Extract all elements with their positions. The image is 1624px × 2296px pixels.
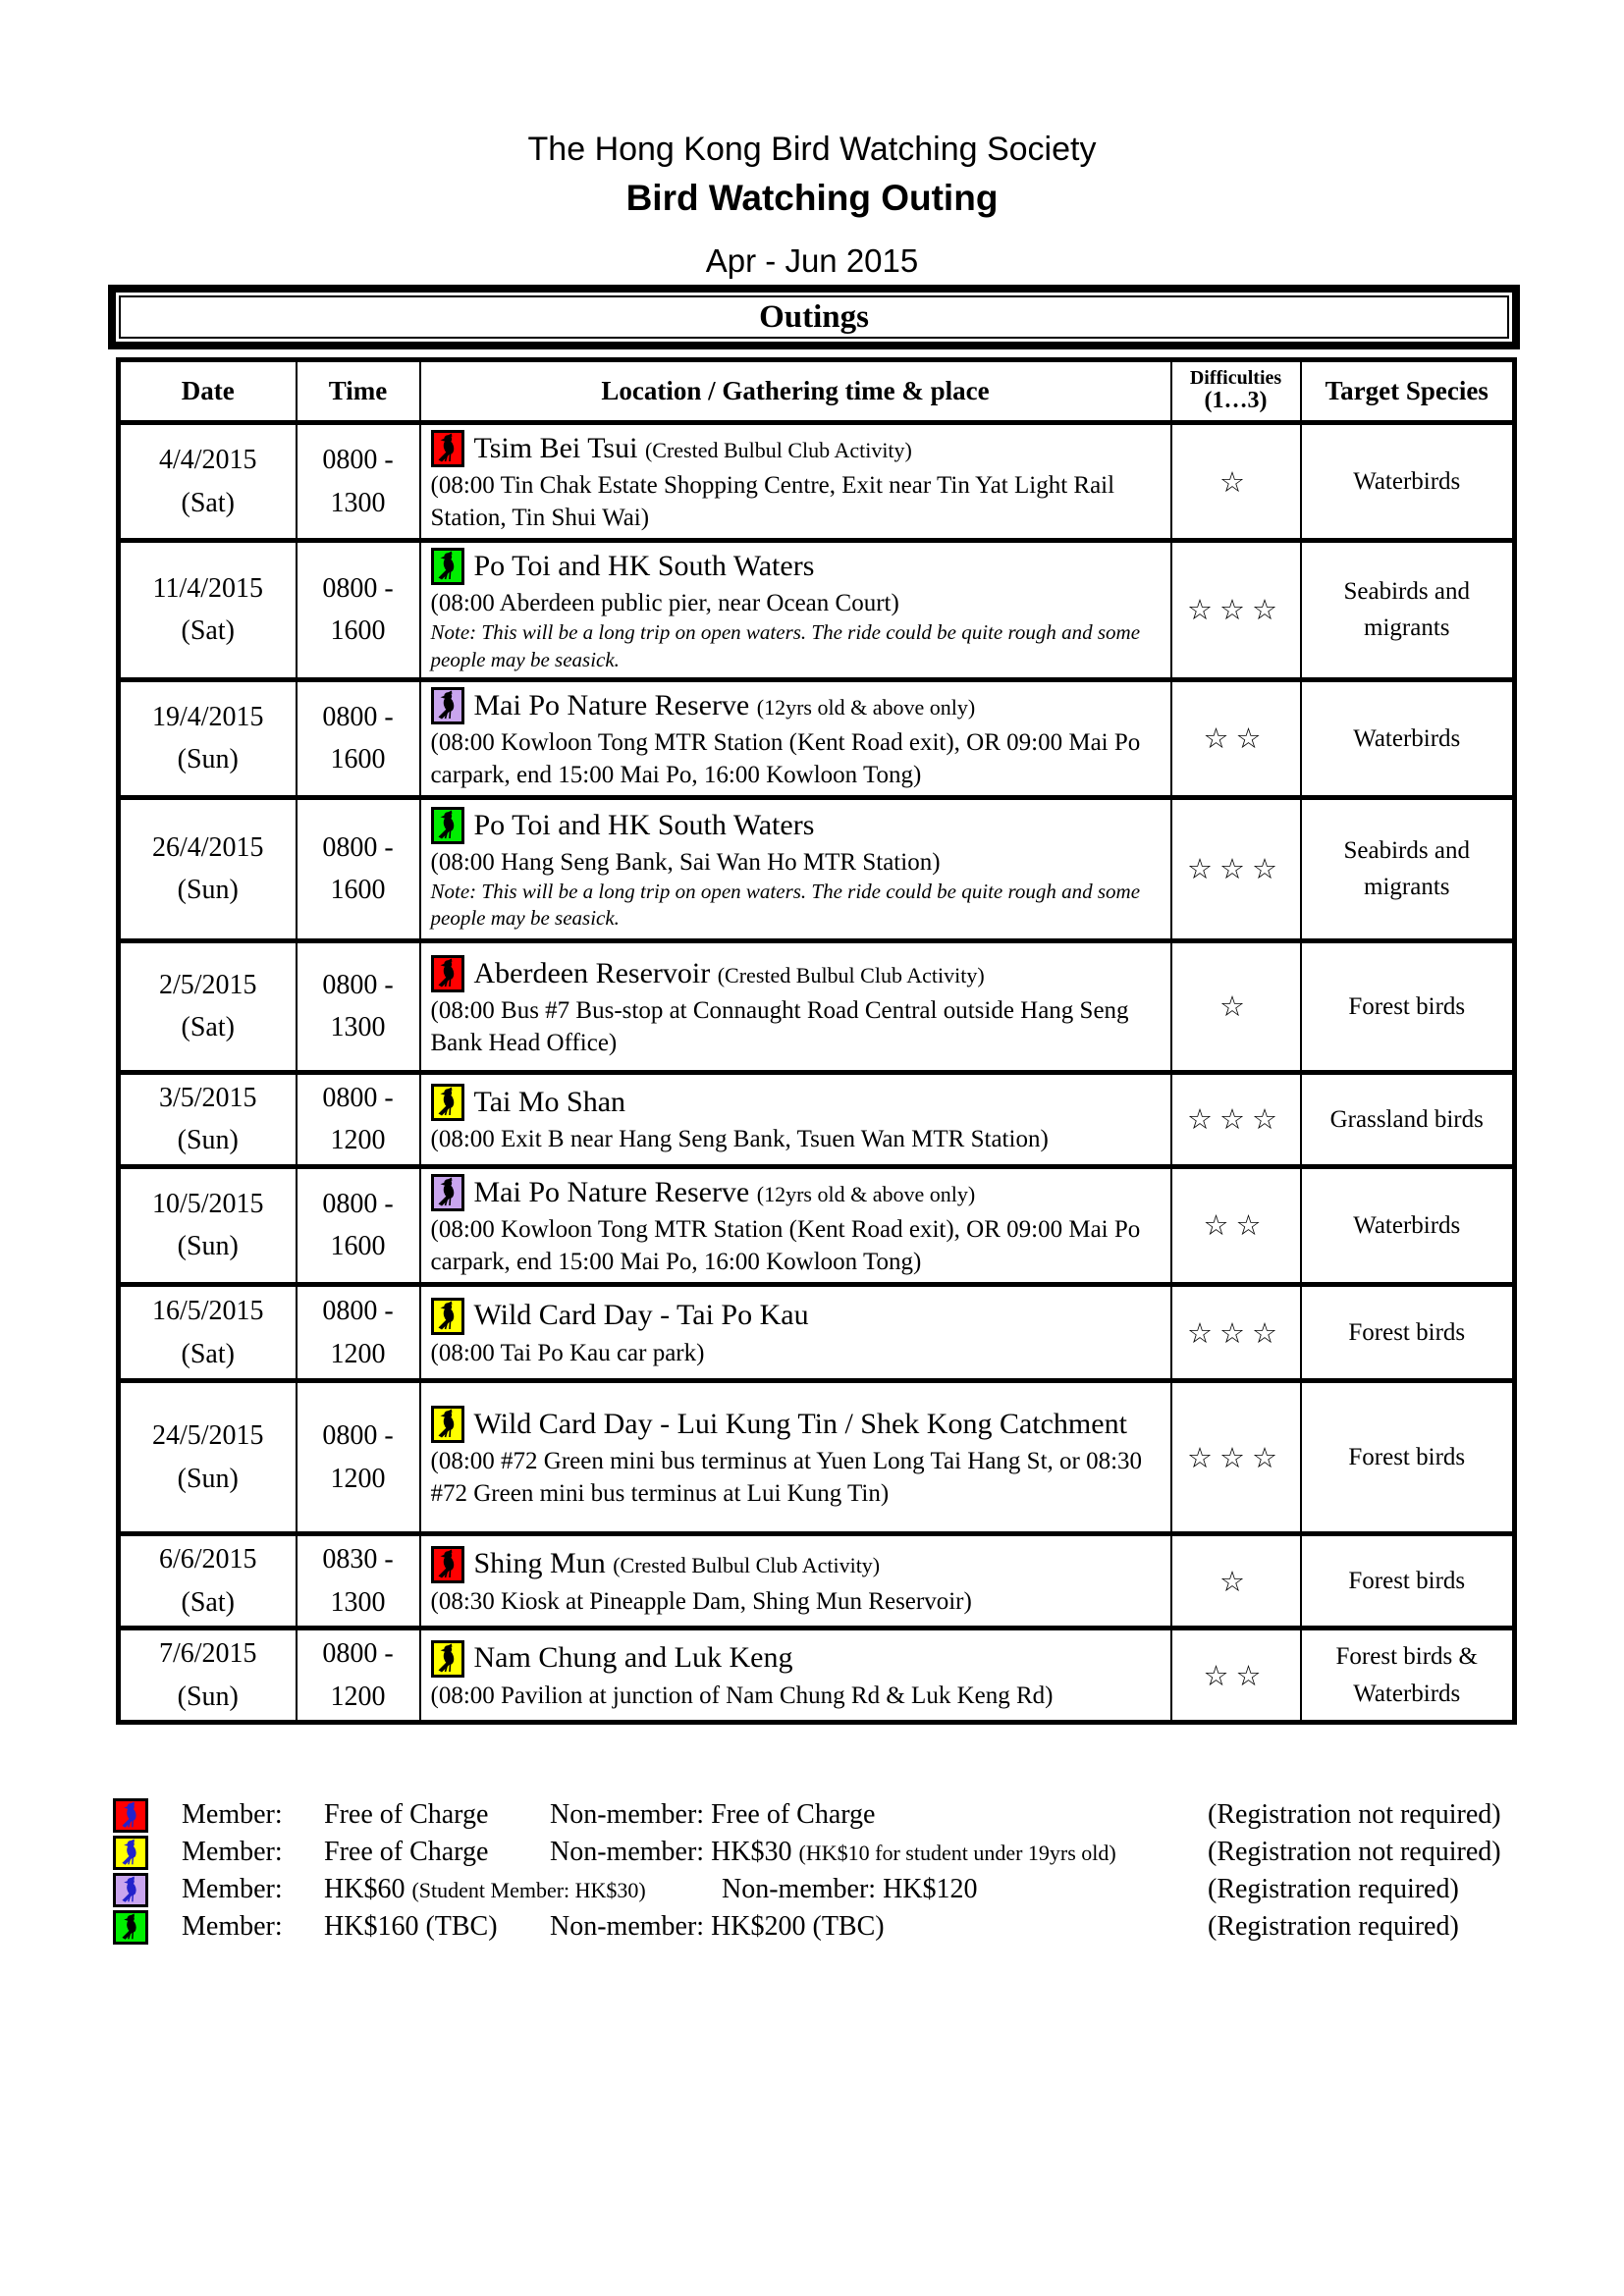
member-label: Member: — [182, 1874, 283, 1904]
fee-legend — [113, 1796, 1522, 1946]
outing-date: 10/5/2015 — [151, 1189, 264, 1220]
gathering-info: (08:00 Tin Chak Estate Shopping Centre, Exit near Tin Yat Light Rail Station, Tin Shui Wai) — [430, 472, 1115, 532]
outing-title-note: (Crested Bulbul Club Activity) — [644, 438, 912, 462]
time-cell — [297, 679, 420, 797]
table-header-row — [119, 360, 1515, 423]
nonmember-fee — [550, 1908, 885, 1946]
location-cell — [420, 1381, 1171, 1534]
difficulty-cell — [1171, 797, 1301, 940]
member-label: Member: — [182, 1837, 283, 1867]
date-range: Apr - Jun 2015 — [705, 242, 919, 279]
time-cell — [297, 423, 420, 541]
difficulty-cell — [1171, 940, 1301, 1072]
outing-time-start: 0800 - — [322, 445, 394, 476]
outing-title-note: (Crested Bulbul Club Activity) — [613, 1553, 881, 1578]
outing-title-note: (12yrs old & above only) — [756, 1181, 976, 1206]
outing-time-start: 0800 - — [322, 701, 394, 732]
difficulty-cell — [1171, 1381, 1301, 1534]
time-cell — [297, 1534, 420, 1629]
member-label: Member: — [182, 1911, 283, 1942]
target-species-cell: Waterbirds — [1301, 423, 1515, 541]
bird-icon — [431, 1298, 464, 1335]
outing-date: 11/4/2015 — [152, 573, 264, 605]
member-label: Member: — [182, 1799, 283, 1830]
location-cell — [420, 1534, 1171, 1629]
difficulty-cell — [1171, 1072, 1301, 1166]
difficulty-stars: ☆☆☆ — [1187, 1315, 1284, 1350]
society-name: The Hong Kong Bird Watching Society — [527, 131, 1097, 168]
outing-time-end: 1200 — [330, 1338, 386, 1369]
page-title: Bird Watching Outing — [625, 178, 999, 218]
date-cell — [119, 1381, 297, 1534]
outing-title: Tai Mo Shan — [473, 1086, 626, 1119]
location-cell — [420, 679, 1171, 797]
nonmember-fee-value: HK$200 (TBC) — [711, 1911, 885, 1942]
outing-time-end: 1200 — [330, 1125, 386, 1156]
difficulty-stars: ☆☆ — [1203, 721, 1269, 756]
outing-date: 19/4/2015 — [151, 701, 264, 732]
bird-icon — [113, 1910, 148, 1945]
location-cell — [420, 1072, 1171, 1166]
outing-row — [119, 423, 1515, 541]
outing-title: Aberdeen Reservoir — [473, 956, 711, 989]
legend-row — [113, 1871, 1522, 1908]
legend-row — [113, 1796, 1522, 1834]
bird-icon — [431, 430, 464, 467]
legend-row — [113, 1908, 1522, 1946]
time-cell — [297, 541, 420, 680]
time-cell — [297, 797, 420, 940]
outing-time-end: 1600 — [330, 615, 386, 647]
gathering-info: (08:00 Hang Seng Bank, Sai Wan Ho MTR Station) — [430, 849, 941, 877]
date-cell — [119, 1166, 297, 1284]
bird-icon — [431, 1084, 464, 1121]
target-species-cell: Seabirds and migrants — [1301, 541, 1515, 680]
outing-row — [119, 1629, 1515, 1723]
difficulty-cell — [1171, 679, 1301, 797]
col-header-difficulties-line2: (1…3) — [1204, 388, 1268, 414]
member-fee-value: HK$160 (TBC) — [324, 1911, 498, 1942]
outing-date: 3/5/2015 — [158, 1083, 257, 1114]
nonmember-label: Non-member: — [550, 1837, 705, 1867]
time-cell — [297, 1072, 420, 1166]
registration-note: (Registration not required) — [1208, 1837, 1501, 1867]
outing-title: Nam Chung and Luk Keng — [473, 1641, 793, 1675]
outing-time-start: 0800 - — [322, 832, 394, 864]
outing-title-line — [431, 1544, 1163, 1584]
gathering-info: (08:00 #72 Green mini bus terminus at Yuen Long Tai Hang St, or 08:30 #72 Green mini bus terminus at Lui Kung Tin) — [430, 1448, 1143, 1508]
outing-date: 4/4/2015 — [158, 445, 257, 476]
outing-row — [119, 797, 1515, 940]
nonmember-fee-value: Free of Charge — [711, 1799, 876, 1830]
date-cell — [119, 679, 297, 797]
outing-time-end: 1300 — [330, 487, 386, 518]
outing-row — [119, 1166, 1515, 1284]
outing-title-line — [431, 954, 1163, 994]
location-cell — [420, 797, 1171, 940]
location-cell — [420, 1166, 1171, 1284]
member-fee-value: Free of Charge — [324, 1837, 489, 1867]
difficulty-stars: ☆☆☆ — [1187, 852, 1284, 886]
outing-title: Po Toi and HK South Waters — [473, 550, 815, 583]
outing-weekday: (Sun) — [177, 1681, 239, 1712]
location-cell — [420, 940, 1171, 1072]
bird-icon — [113, 1836, 148, 1870]
outing-time-end: 1600 — [330, 875, 386, 906]
outing-time-end: 1600 — [330, 744, 386, 775]
nonmember-label: Non-member: — [550, 1911, 705, 1942]
gathering-info: (08:00 Kowloon Tong MTR Station (Kent Road exit), OR 09:00 Mai Po carpark, end 15:00 Mai Po, 16:00 Kowloon Tong) — [430, 1216, 1141, 1276]
difficulty-stars: ☆☆☆ — [1187, 1440, 1284, 1474]
outing-time-start: 0830 - — [322, 1544, 394, 1575]
gathering-info: (08:00 Kowloon Tong MTR Station (Kent Road exit), OR 09:00 Mai Po carpark, end 15:00 Mai Po, 16:00 Kowloon Tong) — [430, 728, 1141, 788]
difficulty-cell — [1171, 1285, 1301, 1381]
outings-table — [116, 357, 1517, 1725]
nonmember-fee — [550, 1796, 876, 1834]
col-header-location: Location / Gathering time & place — [420, 360, 1171, 423]
location-cell — [420, 1285, 1171, 1381]
target-species-cell: Seabirds and migrants — [1301, 797, 1515, 940]
outing-title-note: (Crested Bulbul Club Activity) — [717, 962, 985, 988]
difficulty-cell — [1171, 541, 1301, 680]
date-cell — [119, 541, 297, 680]
target-species-cell: Forest birds — [1301, 1534, 1515, 1629]
outing-weekday: (Sat) — [181, 487, 235, 518]
target-species-cell: Forest birds & Waterbirds — [1301, 1629, 1515, 1723]
outing-date: 24/5/2015 — [151, 1420, 264, 1452]
difficulty-stars: ☆☆ — [1203, 1658, 1269, 1692]
difficulty-stars: ☆☆ — [1203, 1208, 1269, 1243]
date-cell — [119, 423, 297, 541]
nonmember-label: Non-member: — [550, 1799, 705, 1830]
outing-row — [119, 679, 1515, 797]
date-cell — [119, 797, 297, 940]
member-fee — [324, 1908, 498, 1946]
outing-note: Note: This will be a long trip on open waters. The ride could be quite rough and some people may be seasick. — [430, 620, 1141, 671]
outing-time-start: 0800 - — [322, 1296, 394, 1327]
outing-date: 2/5/2015 — [158, 970, 257, 1001]
outing-weekday: (Sat) — [181, 1012, 235, 1043]
registration-note: (Registration required) — [1208, 1911, 1459, 1942]
member-fee-note: (Student Member: HK$30) — [411, 1878, 646, 1902]
outing-time-end: 1600 — [330, 1231, 386, 1262]
outing-title: Tsim Bei Tsui — [473, 432, 638, 464]
gathering-info: (08:00 Bus #7 Bus-stop at Connaught Road Central outside Hang Seng Bank Head Office) — [430, 996, 1129, 1056]
outing-title: Mai Po Nature Reserve — [473, 688, 750, 721]
location-cell — [420, 1629, 1171, 1723]
target-species-cell: Waterbirds — [1301, 679, 1515, 797]
time-cell — [297, 940, 420, 1072]
outing-time-end: 1300 — [330, 1586, 386, 1618]
time-cell — [297, 1166, 420, 1284]
outing-title-line — [431, 686, 1163, 726]
bird-icon — [113, 1873, 148, 1907]
col-header-time: Time — [297, 360, 420, 423]
outing-weekday: (Sat) — [181, 615, 235, 647]
target-species-cell: Forest birds — [1301, 1285, 1515, 1381]
outing-title-line — [431, 1405, 1163, 1445]
outing-title-line — [431, 1638, 1163, 1679]
col-header-difficulties-line1: Difficulties — [1189, 367, 1282, 390]
outing-weekday: (Sat) — [181, 1586, 235, 1618]
date-cell — [119, 1629, 297, 1723]
bird-icon — [113, 1798, 148, 1833]
nonmember-fee-note: (HK$10 for student under 19yrs old) — [798, 1841, 1116, 1865]
location-cell — [420, 541, 1171, 680]
outing-weekday: (Sun) — [177, 875, 239, 906]
outing-title-line — [431, 1083, 1163, 1123]
outing-row — [119, 1285, 1515, 1381]
member-fee — [324, 1834, 488, 1871]
outing-row — [119, 940, 1515, 1072]
difficulty-cell — [1171, 423, 1301, 541]
outing-title: Wild Card Day - Tai Po Kau — [473, 1299, 809, 1332]
difficulty-cell — [1171, 1534, 1301, 1629]
difficulty-stars: ☆ — [1219, 989, 1252, 1024]
outings-banner — [108, 285, 1520, 349]
outing-time-start: 0800 - — [322, 573, 394, 605]
legend-row — [113, 1834, 1522, 1871]
outing-title-line — [431, 1173, 1163, 1213]
difficulty-stars: ☆ — [1219, 464, 1252, 499]
outing-time-end: 1200 — [330, 1681, 386, 1712]
outing-row — [119, 541, 1515, 680]
gathering-info: (08:00 Pavilion at junction of Nam Chung Rd & Luk Keng Rd) — [430, 1682, 1054, 1709]
bird-icon — [431, 1174, 464, 1211]
outing-date: 6/6/2015 — [158, 1544, 257, 1575]
nonmember-fee-value: HK$30 — [711, 1837, 792, 1867]
date-cell — [119, 1534, 297, 1629]
outings-table-body — [119, 423, 1515, 1723]
outing-row — [119, 1072, 1515, 1166]
gathering-info: (08:00 Exit B near Hang Seng Bank, Tsuen Wan MTR Station) — [430, 1126, 1049, 1153]
col-header-difficulties — [1171, 360, 1301, 423]
date-cell — [119, 1072, 297, 1166]
outing-date: 16/5/2015 — [151, 1296, 264, 1327]
outing-row — [119, 1381, 1515, 1534]
gathering-info: (08:30 Kiosk at Pineapple Dam, Shing Mun Reservoir) — [430, 1587, 972, 1615]
gathering-info: (08:00 Tai Po Kau car park) — [430, 1339, 705, 1366]
target-species-cell: Forest birds — [1301, 940, 1515, 1072]
bird-icon — [431, 1546, 464, 1583]
outing-weekday: (Sun) — [177, 744, 239, 775]
outing-title: Mai Po Nature Reserve — [473, 1175, 750, 1208]
time-cell — [297, 1381, 420, 1534]
outing-title: Po Toi and HK South Waters — [473, 809, 815, 842]
outing-title: Wild Card Day - Lui Kung Tin / Shek Kong Catchment — [473, 1407, 1127, 1440]
difficulty-stars: ☆☆☆ — [1187, 593, 1284, 627]
target-species-cell: Waterbirds — [1301, 1166, 1515, 1284]
outing-note: Note: This will be a long trip on open waters. The ride could be quite rough and some people may be seasick. — [430, 880, 1141, 931]
nonmember-fee-value: HK$120 — [883, 1874, 978, 1904]
outing-weekday: (Sat) — [181, 1338, 235, 1369]
outing-weekday: (Sun) — [177, 1231, 239, 1262]
bird-icon — [431, 955, 464, 992]
outing-time-end: 1200 — [330, 1463, 386, 1494]
target-species-cell: Forest birds — [1301, 1381, 1515, 1534]
nonmember-fee — [722, 1871, 978, 1908]
bird-icon — [431, 807, 464, 844]
member-fee — [324, 1871, 646, 1909]
date-cell — [119, 1285, 297, 1381]
difficulty-stars: ☆☆☆ — [1187, 1102, 1284, 1137]
bird-icon — [431, 548, 464, 585]
registration-note: (Registration required) — [1208, 1874, 1459, 1904]
outing-title-line — [431, 806, 1163, 846]
date-cell — [119, 940, 297, 1072]
outing-date: 7/6/2015 — [158, 1638, 257, 1670]
bird-icon — [431, 1640, 464, 1678]
outing-time-start: 0800 - — [322, 1189, 394, 1220]
time-cell — [297, 1629, 420, 1723]
member-fee-value: Free of Charge — [324, 1799, 489, 1830]
time-cell — [297, 1285, 420, 1381]
outing-title-note: (12yrs old & above only) — [756, 694, 976, 720]
difficulty-stars: ☆ — [1219, 1564, 1252, 1598]
col-header-date: Date — [119, 360, 297, 423]
registration-note: (Registration not required) — [1208, 1799, 1501, 1830]
member-fee-value: HK$60 — [324, 1874, 406, 1904]
outing-time-start: 0800 - — [322, 970, 394, 1001]
outing-title: Shing Mun — [473, 1547, 606, 1580]
nonmember-label: Non-member: — [722, 1874, 877, 1904]
outing-weekday: (Sun) — [177, 1125, 239, 1156]
bird-icon — [431, 1406, 464, 1443]
outing-date: 26/4/2015 — [151, 832, 264, 864]
outing-title-line — [431, 1296, 1163, 1336]
difficulty-cell — [1171, 1629, 1301, 1723]
nonmember-fee — [550, 1834, 1116, 1872]
outing-time-end: 1300 — [330, 1012, 386, 1043]
bird-icon — [431, 687, 464, 724]
target-species-cell: Grassland birds — [1301, 1072, 1515, 1166]
outing-row — [119, 1534, 1515, 1629]
col-header-target-species: Target Species — [1301, 360, 1515, 423]
outing-weekday: (Sun) — [177, 1463, 239, 1494]
outing-time-start: 0800 - — [322, 1420, 394, 1452]
outing-time-start: 0800 - — [322, 1083, 394, 1114]
outing-title-line — [431, 547, 1163, 587]
gathering-info: (08:00 Aberdeen public pier, near Ocean Court) — [430, 590, 899, 617]
outing-title-line — [431, 429, 1163, 469]
outings-banner-title: Outings — [119, 295, 1509, 339]
member-fee — [324, 1796, 488, 1834]
location-cell — [420, 423, 1171, 541]
outing-time-start: 0800 - — [322, 1638, 394, 1670]
difficulty-cell — [1171, 1166, 1301, 1284]
